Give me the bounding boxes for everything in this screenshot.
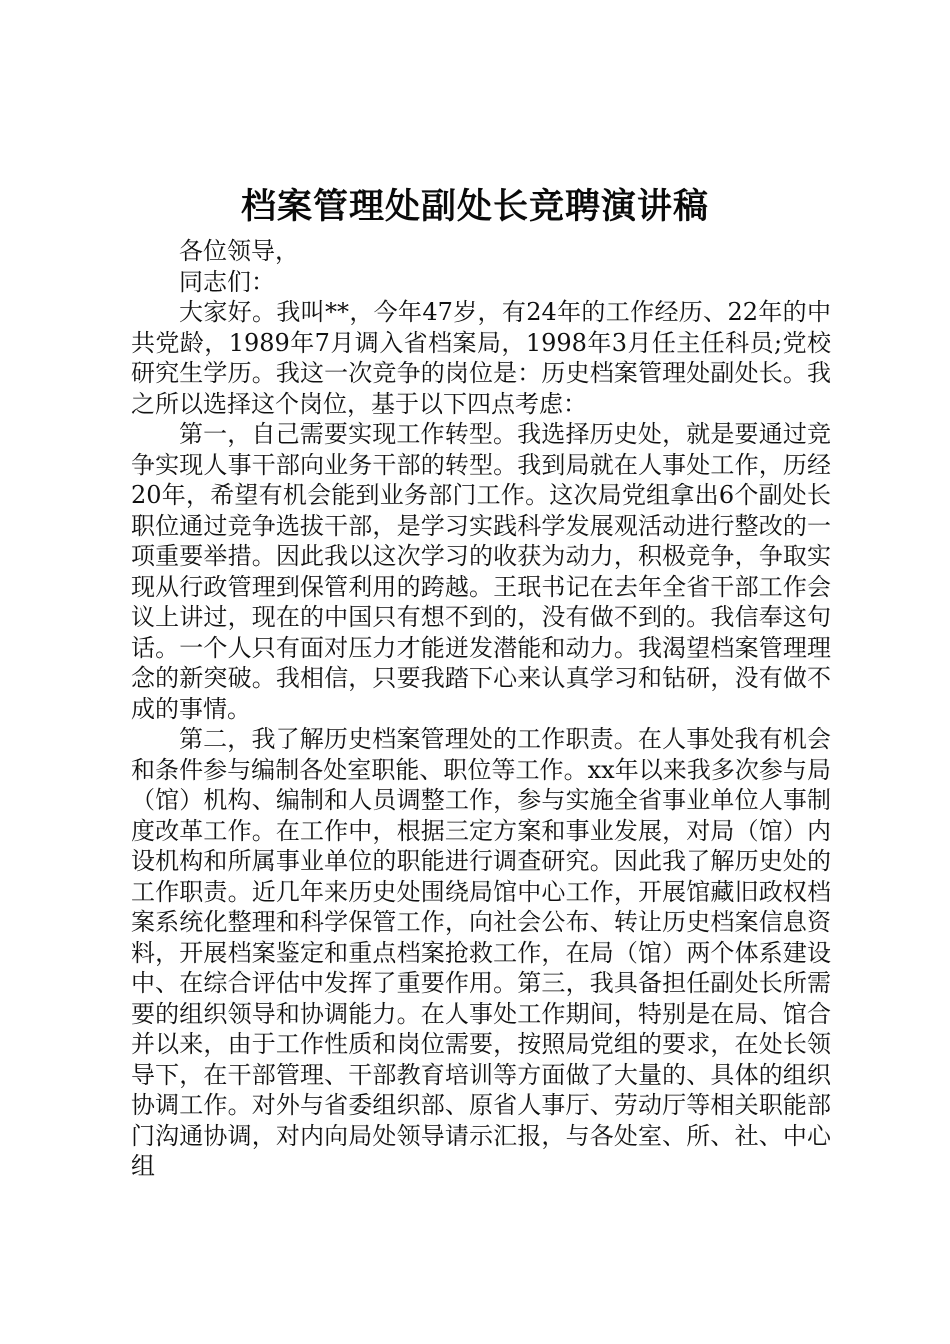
salutation-comrades: 同志们：	[179, 267, 275, 296]
salutation-leaders: 各位领导，	[179, 237, 299, 265]
paragraph-first-reason: 第一，自己需要实现工作转型。我选择历史处，就是要通过竞争实现人事干部向业务干部的转型。我到局就在人事处工作，历经20年，希望有机会能到业务部门工作。这次局党组拿出6个副处长职位通过竞争选拔干部，是学习实践科学发展观活动进行整改的一项重要举措。因此我以这次学习的收获为动力，积极竞争，争取实现从行政管理到保管利用的跨越。王珉书记在去年全省干部工作会议上讲过，现在的中国只有想不到的，没有做不到的。我信奉这句话。一个人只有面对压力才能迸发潜能和动力。我渴望档案管理理念的新突破。我相信，只要我踏下心来认真学习和钻研，没有做不成的事情。	[131, 420, 831, 723]
document-title: 档案管理处副处长竞聘演讲稿	[240, 187, 709, 227]
document-body	[131, 236, 831, 1182]
paragraph-second-reason: 第二，我了解历史档案管理处的工作职责。在人事处我有机会和条件参与编制各处室职能、职位等工作。xx年以来我多次参与局（馆）机构、编制和人员调整工作，参与实施全省事业单位人事制度改革工作。在工作中，根据三定方案和事业发展，对局（馆）内设机构和所属事业单位的职能进行调查研究。因此我了解历史处的工作职责。近几年来历史处围绕局馆中心工作，开展馆藏旧政权档案系统化整理和科学保管工作，向社会公布、转让历史档案信息资料，开展档案鉴定和重点档案抢救工作，在局（馆）两个体系建设中、在综合评估中发挥了重要作用。第三，我具备担任副处长所需要的组织领导和协调能力。在人事处工作期间，特别是在局、馆合并以来，由于工作性质和岗位需要，按照局党组的要求，在处长领导下，在干部管理、干部教育培训等方面做了大量的、具体的组织协调工作。对外与省委组织部、原省人事厅、劳动厅等相关职能部门沟通协调，对内向局处领导请示汇报，与各处室、所、社、中心组	[131, 725, 831, 1180]
paragraph-introduction: 大家好。我叫**，今年47岁，有24年的工作经历、22年的中共党龄，1989年7月调入省档案局，1998年3月任主任科员;党校研究生学历。我这一次竞争的岗位是：历史档案管理处副处长。我之所以选择这个岗位，基于以下四点考虑：	[131, 298, 831, 418]
